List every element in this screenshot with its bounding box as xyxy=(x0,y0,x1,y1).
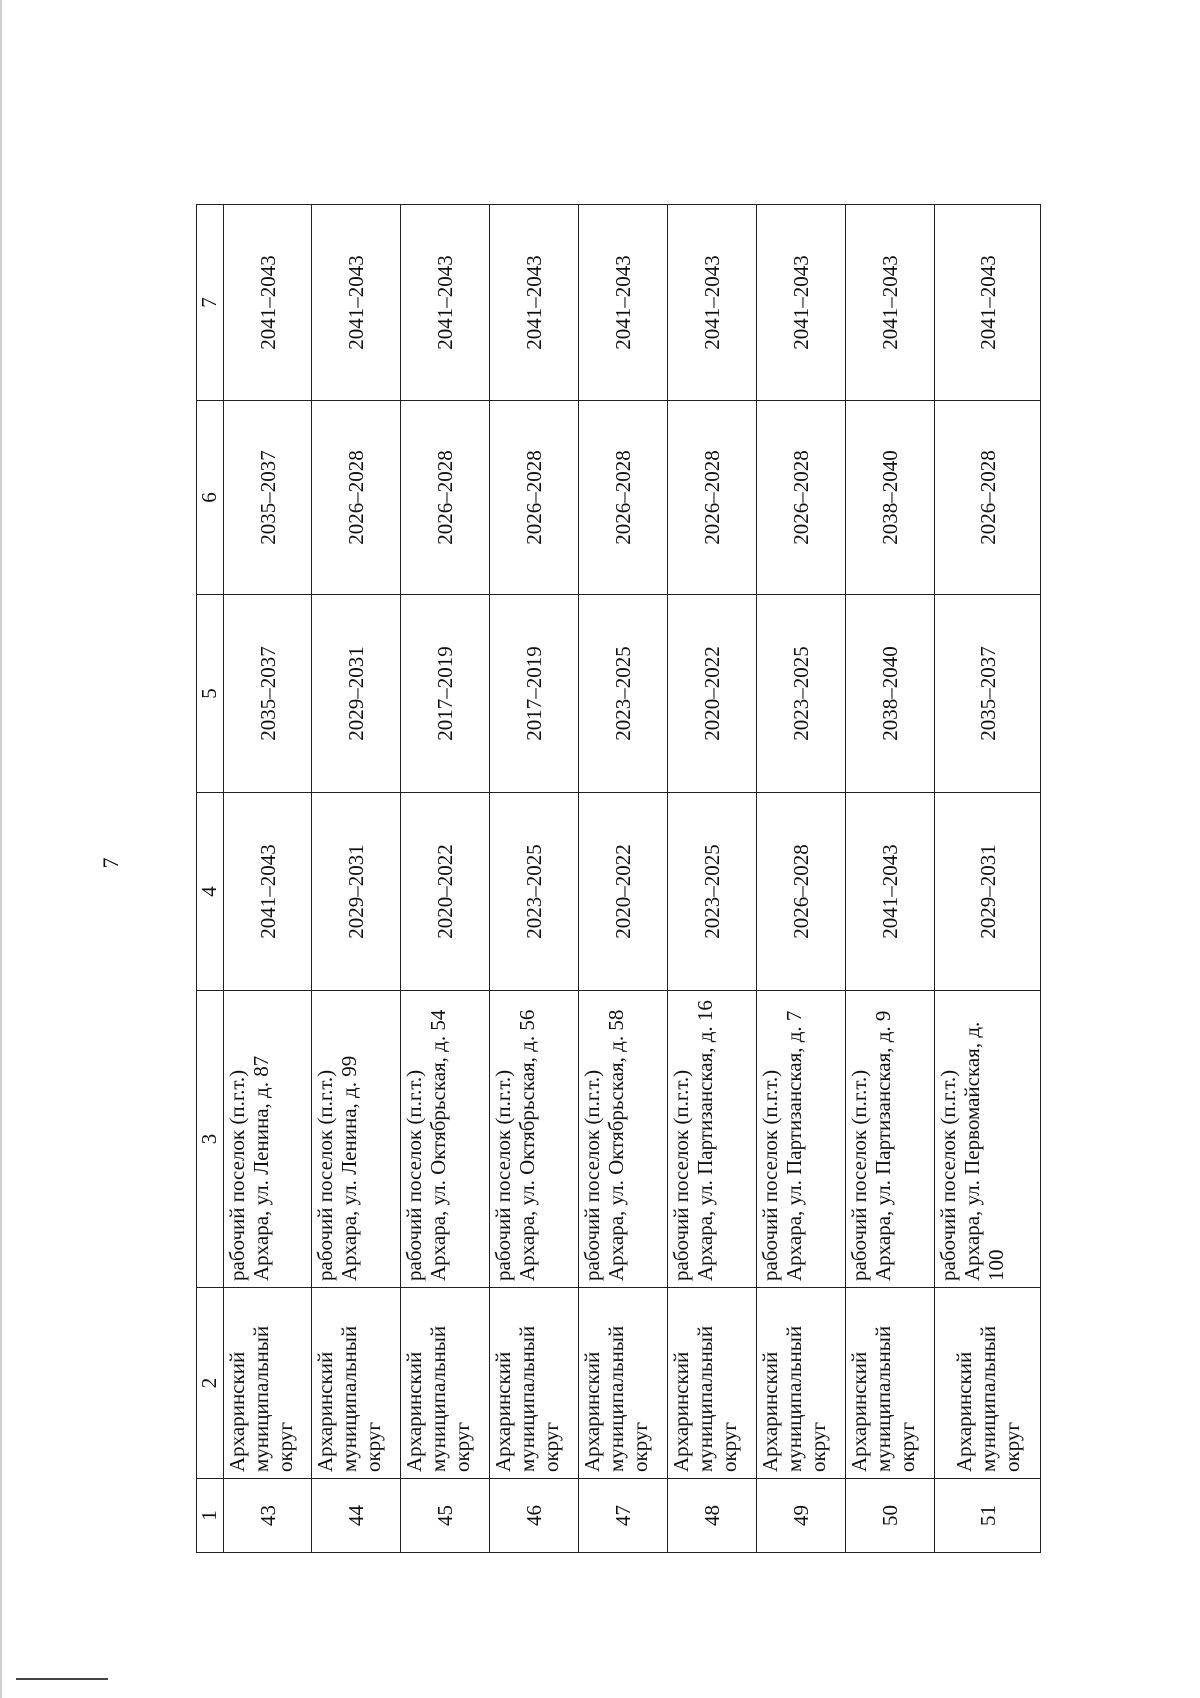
table-row xyxy=(401,205,490,1553)
district-cell: Архаринский муниципальный округ xyxy=(312,1288,401,1479)
period-cell: 2023–2025 xyxy=(490,793,579,991)
table-row xyxy=(846,205,935,1553)
period-cell: 2020–2022 xyxy=(579,793,668,991)
address-cell: рабочий поселок (п.г.т.) Архара, ул. Октябрьская, д. 56 xyxy=(490,991,579,1288)
table-row xyxy=(490,205,579,1553)
column-header: 3 xyxy=(197,991,224,1288)
period-cell: 2035–2037 xyxy=(224,401,312,595)
period-cell: 2038–2040 xyxy=(846,595,935,793)
row-number: 46 xyxy=(490,1479,579,1553)
scan-edge-line xyxy=(0,0,2,1698)
period-cell: 2041–2043 xyxy=(490,205,579,401)
period-cell: 2023–2025 xyxy=(668,793,757,991)
row-number: 51 xyxy=(935,1479,1041,1553)
table-row xyxy=(757,205,846,1553)
row-number: 44 xyxy=(312,1479,401,1553)
period-cell: 2026–2028 xyxy=(757,401,846,595)
district-cell: Архаринский муниципальный округ xyxy=(579,1288,668,1479)
column-header: 4 xyxy=(197,793,224,991)
period-cell: 2020–2022 xyxy=(401,793,490,991)
header-row xyxy=(197,205,224,1553)
footer-rule xyxy=(16,1678,108,1680)
address-cell: рабочий поселок (п.г.т.) Архара, ул. Ленина, д. 99 xyxy=(312,991,401,1288)
district-cell: Архаринский муниципальный округ xyxy=(224,1288,312,1479)
period-cell: 2041–2043 xyxy=(312,205,401,401)
column-header: 5 xyxy=(197,595,224,793)
period-cell: 2026–2028 xyxy=(757,793,846,991)
period-cell: 2041–2043 xyxy=(846,205,935,401)
address-cell: рабочий поселок (п.г.т.) Архара, ул. Партизанская, д. 9 xyxy=(846,991,935,1288)
table-row xyxy=(668,205,757,1553)
period-cell: 2035–2037 xyxy=(224,595,312,793)
period-cell: 2041–2043 xyxy=(224,793,312,991)
period-cell: 2026–2028 xyxy=(935,401,1041,595)
district-cell: Архаринский муниципальный округ xyxy=(668,1288,757,1479)
table-row xyxy=(312,205,401,1553)
rotated-table-container xyxy=(196,205,1039,1553)
row-number: 48 xyxy=(668,1479,757,1553)
row-number: 49 xyxy=(757,1479,846,1553)
page-number: 7 xyxy=(98,857,123,869)
period-cell: 2026–2028 xyxy=(490,401,579,595)
column-header: 1 xyxy=(197,1479,224,1553)
address-cell: рабочий поселок (п.г.т.) Архара, ул. Партизанская, д. 16 xyxy=(668,991,757,1288)
period-cell: 2026–2028 xyxy=(668,401,757,595)
district-cell: Архаринский муниципальный округ xyxy=(757,1288,846,1479)
period-cell: 2023–2025 xyxy=(757,595,846,793)
period-cell: 2029–2031 xyxy=(312,793,401,991)
period-cell: 2041–2043 xyxy=(224,205,312,401)
table-row xyxy=(579,205,668,1553)
row-number: 47 xyxy=(579,1479,668,1553)
period-cell: 2038–2040 xyxy=(846,401,935,595)
row-number: 43 xyxy=(224,1479,312,1553)
district-cell: Архаринский муниципальный округ xyxy=(401,1288,490,1479)
period-cell: 2041–2043 xyxy=(579,205,668,401)
period-cell: 2041–2043 xyxy=(401,205,490,401)
row-number: 45 xyxy=(401,1479,490,1553)
period-cell: 2041–2043 xyxy=(935,205,1041,401)
address-cell: рабочий поселок (п.г.т.) Архара, ул. Октябрьская, д. 58 xyxy=(579,991,668,1288)
address-cell: рабочий поселок (п.г.т.) Архара, ул. Ленина, д. 87 xyxy=(224,991,312,1288)
period-cell: 2041–2043 xyxy=(846,793,935,991)
district-cell: Архаринский муниципальный округ xyxy=(935,1288,1041,1479)
column-header: 6 xyxy=(197,401,224,595)
row-number: 50 xyxy=(846,1479,935,1553)
table-body xyxy=(224,205,1041,1553)
period-cell: 2023–2025 xyxy=(579,595,668,793)
period-cell: 2026–2028 xyxy=(312,401,401,595)
period-cell: 2035–2037 xyxy=(935,595,1041,793)
period-cell: 2017–2019 xyxy=(490,595,579,793)
period-cell: 2026–2028 xyxy=(401,401,490,595)
address-cell: рабочий поселок (п.г.т.) Архара, ул. Октябрьская, д. 54 xyxy=(401,991,490,1288)
period-cell: 2026–2028 xyxy=(579,401,668,595)
period-cell: 2029–2031 xyxy=(935,793,1041,991)
table-row xyxy=(935,205,1041,1553)
period-cell: 2041–2043 xyxy=(668,205,757,401)
period-cell: 2017–2019 xyxy=(401,595,490,793)
schedule-table xyxy=(196,204,1041,1553)
period-cell: 2029–2031 xyxy=(312,595,401,793)
district-cell: Архаринский муниципальный округ xyxy=(846,1288,935,1479)
address-cell: рабочий поселок (п.г.т.) Архара, ул. Первомайская, д. 100 xyxy=(935,991,1041,1288)
table-row xyxy=(224,205,312,1553)
column-header: 2 xyxy=(197,1288,224,1479)
period-cell: 2041–2043 xyxy=(757,205,846,401)
column-header: 7 xyxy=(197,205,224,401)
address-cell: рабочий поселок (п.г.т.) Архара, ул. Партизанская, д. 7 xyxy=(757,991,846,1288)
district-cell: Архаринский муниципальный округ xyxy=(490,1288,579,1479)
period-cell: 2020–2022 xyxy=(668,595,757,793)
